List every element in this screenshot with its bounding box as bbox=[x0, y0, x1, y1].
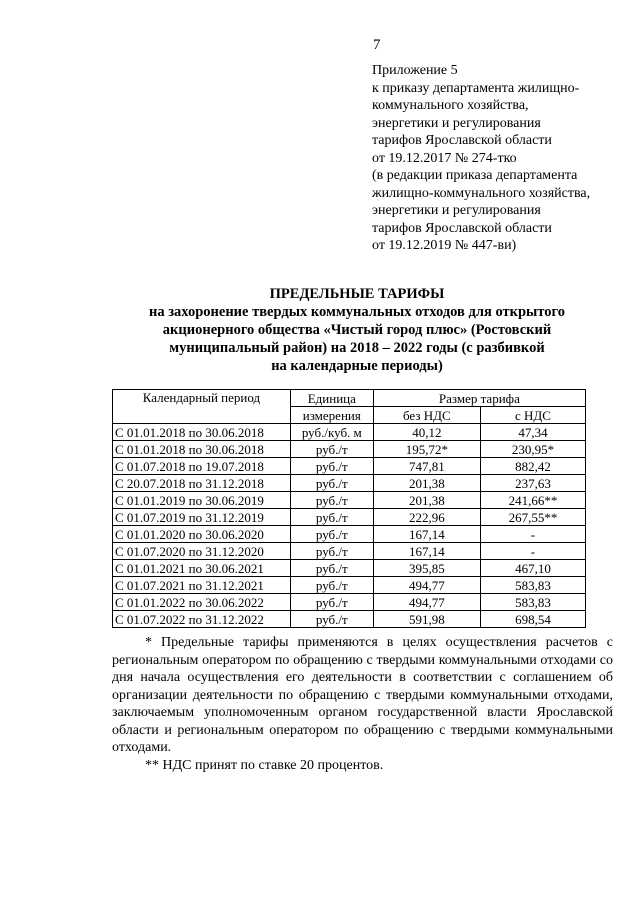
table-row bbox=[113, 492, 586, 509]
no-vat-cell: 494,77 bbox=[373, 594, 480, 611]
no-vat-cell: 494,77 bbox=[373, 577, 480, 594]
with-vat-cell: 47,34 bbox=[480, 424, 585, 441]
header-line: от 19.12.2017 № 274-тко bbox=[372, 150, 517, 166]
header-line: тарифов Ярославской области bbox=[372, 220, 552, 236]
unit-cell: руб./т bbox=[290, 492, 373, 509]
with-vat-cell: 230,95* bbox=[480, 441, 585, 458]
no-vat-cell: 747,81 bbox=[373, 458, 480, 475]
table-row bbox=[113, 560, 586, 577]
unit-cell: руб./т bbox=[290, 543, 373, 560]
period-cell: С 01.01.2019 по 30.06.2019 bbox=[113, 492, 291, 509]
table-row bbox=[113, 577, 586, 594]
unit-cell: руб./т bbox=[290, 458, 373, 475]
footnotes bbox=[112, 634, 613, 774]
table-row bbox=[113, 526, 586, 543]
period-cell: С 01.07.2020 по 31.12.2020 bbox=[113, 543, 291, 560]
title-line: на захоронение твердых коммунальных отходов для открытого bbox=[148, 304, 566, 320]
appendix-header bbox=[372, 62, 634, 255]
period-cell: С 01.01.2020 по 30.06.2020 bbox=[113, 526, 291, 543]
no-vat-cell: 167,14 bbox=[373, 543, 480, 560]
with-vat-cell: 467,10 bbox=[480, 560, 585, 577]
unit-cell: руб./т bbox=[290, 611, 373, 628]
header-unit-line2: измерения bbox=[290, 407, 373, 424]
tariff-table bbox=[112, 389, 586, 628]
period-cell: С 01.01.2018 по 30.06.2018 bbox=[113, 424, 291, 441]
title-line: муниципальный район) на 2018 – 2022 годы (с разбивкой bbox=[169, 340, 545, 356]
unit-cell: руб./т bbox=[290, 441, 373, 458]
header-line: от 19.12.2019 № 447-ви) bbox=[372, 238, 517, 253]
header-line: энергетики и регулирования bbox=[372, 115, 541, 131]
table-row bbox=[113, 594, 586, 611]
period-cell: С 01.07.2019 по 31.12.2019 bbox=[113, 509, 291, 526]
header-line: Приложение 5 bbox=[372, 63, 458, 78]
period-cell: С 01.07.2018 по 19.07.2018 bbox=[113, 458, 291, 475]
no-vat-cell: 167,14 bbox=[373, 526, 480, 543]
unit-cell: руб./т bbox=[290, 475, 373, 492]
unit-cell: руб./т bbox=[290, 594, 373, 611]
period-cell: С 01.07.2021 по 31.12.2021 bbox=[113, 577, 291, 594]
period-cell: С 01.01.2018 по 30.06.2018 bbox=[113, 441, 291, 458]
no-vat-cell: 591,98 bbox=[373, 611, 480, 628]
table-row bbox=[113, 475, 586, 492]
header-line: (в редакции приказа департамента bbox=[372, 168, 578, 183]
period-cell: С 01.07.2022 по 31.12.2022 bbox=[113, 611, 291, 628]
with-vat-cell: - bbox=[480, 526, 585, 543]
with-vat-cell: 583,83 bbox=[480, 577, 585, 594]
with-vat-cell: 267,55** bbox=[480, 509, 585, 526]
with-vat-cell: 698,54 bbox=[480, 611, 585, 628]
table-row bbox=[113, 543, 586, 560]
with-vat-cell: 882,42 bbox=[480, 458, 585, 475]
header-period: Календарный период bbox=[113, 390, 291, 424]
page-number: 7 bbox=[373, 37, 381, 53]
with-vat-cell: 583,83 bbox=[480, 594, 585, 611]
header-line: коммунального хозяйства, bbox=[372, 98, 529, 113]
period-cell: С 20.07.2018 по 31.12.2018 bbox=[113, 475, 291, 492]
with-vat-cell: 237,63 bbox=[480, 475, 585, 492]
header-with-vat: с НДС bbox=[480, 407, 585, 424]
title-line: на календарные периоды) bbox=[271, 358, 443, 374]
period-cell: С 01.01.2021 по 30.06.2021 bbox=[113, 560, 291, 577]
unit-cell: руб./т bbox=[290, 577, 373, 594]
header-no-vat: без НДС bbox=[373, 407, 480, 424]
with-vat-cell: 241,66** bbox=[480, 492, 585, 509]
table-row bbox=[113, 424, 586, 441]
table-header-row bbox=[113, 390, 586, 407]
period-cell: С 01.01.2022 по 30.06.2022 bbox=[113, 594, 291, 611]
header-line: энергетики и регулирования bbox=[372, 203, 541, 218]
unit-cell: руб./т bbox=[290, 509, 373, 526]
title-line: акционерного общества «Чистый город плюс» (Ростовский bbox=[162, 322, 552, 338]
unit-cell: руб./т bbox=[290, 526, 373, 543]
no-vat-cell: 195,72* bbox=[373, 441, 480, 458]
no-vat-cell: 201,38 bbox=[373, 475, 480, 492]
footnote-double-asterisk: ** НДС принят по ставке 20 процентов. bbox=[145, 757, 384, 773]
footnote-single-asterisk: * Предельные тарифы применяются в целях осуществления расчетов с региональным оператором по обращению с твердыми коммунальными отходами со дня начала осуществления его деятельности в соответствии с соглашением об организации деятельности по обращению с твердыми коммунальными отходами, заключаемым уполномоченным органом государственной власти Ярославской области и региональным оператором по обращению с твердыми коммунальными отходами. bbox=[112, 635, 613, 755]
table-row bbox=[113, 458, 586, 475]
table-row bbox=[113, 509, 586, 526]
header-line: к приказу департамента жилищно- bbox=[372, 80, 580, 96]
header-unit-line1: Единица bbox=[290, 390, 373, 407]
no-vat-cell: 222,96 bbox=[373, 509, 480, 526]
no-vat-cell: 201,38 bbox=[373, 492, 480, 509]
no-vat-cell: 395,85 bbox=[373, 560, 480, 577]
header-line: тарифов Ярославской области bbox=[372, 133, 552, 148]
table-row bbox=[113, 611, 586, 628]
unit-cell: руб./т bbox=[290, 560, 373, 577]
title-heading: ПРЕДЕЛЬНЫЕ ТАРИФЫ bbox=[269, 286, 445, 302]
table-row bbox=[113, 441, 586, 458]
header-line: жилищно-коммунального хозяйства, bbox=[372, 185, 591, 201]
document-title bbox=[100, 285, 614, 375]
unit-cell: руб./куб. м bbox=[290, 424, 373, 441]
with-vat-cell: - bbox=[480, 543, 585, 560]
header-tariff-size: Размер тарифа bbox=[373, 390, 585, 407]
no-vat-cell: 40,12 bbox=[373, 424, 480, 441]
